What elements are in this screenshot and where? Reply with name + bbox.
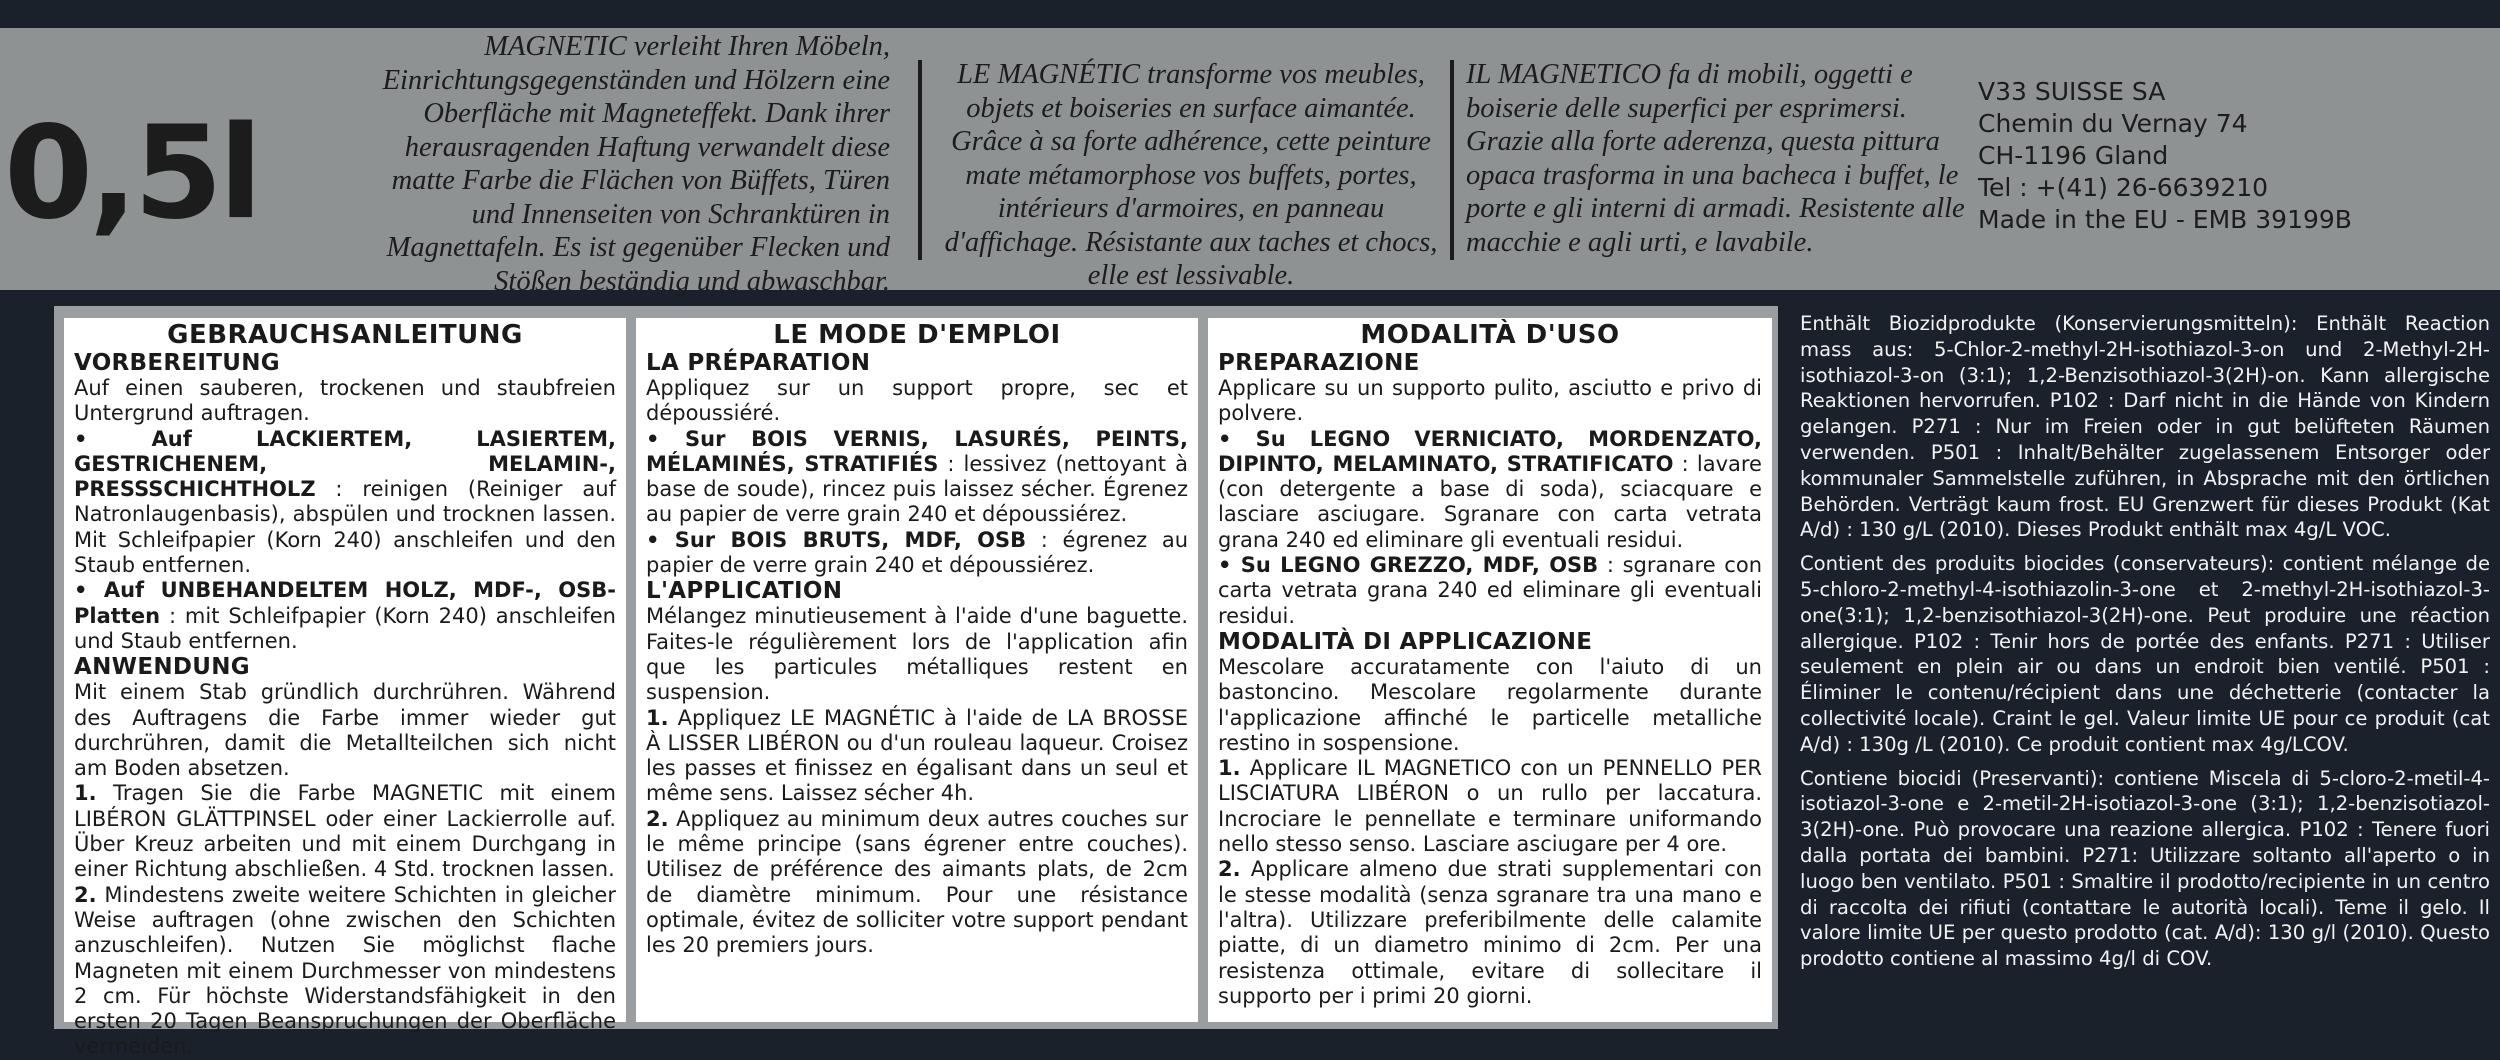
company-name: V33 SUISSE SA	[1978, 77, 2166, 106]
preparation-text: Appliquez sur un support propre, sec et dépoussiéré.	[646, 376, 1188, 426]
preparation-bullet-1: • Auf LACKIERTEM, LASIERTEM, GESTRICHENEM, MELAMIN-, PRESSSCHICHTHOLZ : reinigen (Reiniger auf Natronlaugenbasis), abspülen und trocknen lassen. Mit Schleifpapier (Korn 240) anschleifen und den Staub entfernen.	[74, 426, 616, 578]
preparation-bullet-1: • Sur BOIS VERNIS, LASURÉS, PEINTS, MÉLAMINÉS, STRATIFIÉS : lessivez (nettoyant à base de soude), rincez puis laissez sécher. Égrenez au papier de verre grain 240 et dépoussiérez.	[646, 426, 1188, 527]
company-address	[1978, 76, 2352, 236]
application-step-1: 1. Tragen Sie die Farbe MAGNETIC mit einem LIBÉRON GLÄTTPINSEL oder einer Lackierrolle auf. Über Kreuz arbeiten und mit einem Durchgang in einer Richtung abschließen. 4 Std. trocknen lassen.	[74, 781, 616, 882]
intro-text-italian: IL MAGNETICO fa di mobili, oggetti e boiserie delle superfici per esprimersi. Grazie alla forte aderenza, questa pittura opaca trasforma in una bacheca i buffet, le porte e gli interni di armadi. Resistente alle macchie e agli urti, e lavabile.	[1466, 59, 1965, 258]
section-heading-preparation: VORBEREITUNG	[74, 350, 280, 376]
preparation-bullet-2: • Su LEGNO GREZZO, MDF, OSB : sgranare con carta vetrata grana 240 ed eliminare gli eventuali residui.	[1218, 553, 1762, 628]
section-heading-preparation: LA PRÉPARATION	[646, 350, 871, 376]
application-step-2: 2. Mindestens zweite weitere Schichten in gleicher Weise auftragen (ohne zwischen den Schichten anzuschleifen). Nutzen Sie möglichst flache Magneten mit einem Durchmesser von mindestens 2 cm. Für höchste Widerstandsfähigkeit in den ersten 20 Tagen Beanspruchungen der Oberfläche vermeiden.	[74, 882, 616, 1059]
application-step-2: 2. Appliquez au minimum deux autres couches sur le même principe (sans égrener entre couches). Utilisez de préférence des aimants plats, de 2cm de diamètre minimum. Pour une résistance optimale, évitez de solliciter votre support pendant les 20 premiers jours.	[646, 806, 1188, 958]
company-phone: Tel : +(41) 26-6639210	[1978, 173, 2269, 202]
column-title: LE MODE D'EMPLOI	[773, 320, 1061, 350]
column-title: MODALITÀ D'USO	[1360, 320, 1620, 350]
company-city: CH-1196 Gland	[1978, 141, 2169, 170]
section-heading-preparation: PREPARAZIONE	[1218, 350, 1420, 376]
application-text: Mélangez minutieusement à l'aide d'une baguette. Faites-le régulièrement lors de l'application afin que les particules métalliques restent en suspension.	[646, 604, 1188, 705]
preparation-text: Applicare su un supporto pulito, asciutto e privo di polvere.	[1218, 376, 1762, 426]
preparation-bullet-1: • Su LEGNO VERNICIATO, MORDENZATO, DIPINTO, MELAMINATO, STRATIFICATO : lavare (con detergente a base di soda), sciacquare e lasciare asciugare. Sgranare con carta vetrata grana 240 ed eliminare gli eventuali residui.	[1218, 426, 1762, 552]
preparation-bullet-2: • Auf UNBEHANDELTEM HOLZ, MDF-, OSB-Platten : mit Schleifpapier (Korn 240) anschleifen und Staub entfernen.	[74, 578, 616, 653]
company-street: Chemin du Vernay 74	[1978, 109, 2248, 138]
preparation-text: Auf einen sauberen, trockenen und staubfreien Untergrund auftragen.	[74, 376, 616, 426]
safety-text-italian: Contiene biocidi (Preservanti): contiene Miscela di 5-cloro-2-metil-4-isotiazol-3-one e 2-metil-2H-isotiazol-3-one (3:1); 1,2-benzisotiazol-3(2H)-one. Può provocare una reazione allergica. P102 : Tenere fuori dalla portata dei bambini. P271: Utilizzare soltanto all'aperto o in luogo ben ventilato. P501 : Smaltire il prodotto/recipiente in un centro di raccolta dei rifiuti (contattare le autorità locali). Teme il gelo. Il valore limite UE per questo prodotto (cat. A/d): 130 g/l (2010). Questo prodotto contiene al massimo 4g/l di COV.	[1800, 766, 2490, 971]
preparation-bullet-2: • Sur BOIS BRUTS, MDF, OSB : égrenez au papier de verre grain 240 et dépoussiérez.	[646, 527, 1188, 578]
column-title: GEBRAUCHSANLEITUNG	[167, 320, 523, 350]
intro-divider-2	[1450, 60, 1454, 260]
section-heading-application: ANWENDUNG	[74, 654, 250, 681]
top-dark-band	[0, 0, 2500, 28]
safety-text-german: Enthält Biozidprodukte (Konservierungsmitteln): Enthält Reaction mass aus: 5-Chlor-2-methyl-2H-isothiazol-3-on und 2-Methyl-2H-isothiazol-3-on (3:1); 1,2-Benzisothiazol-3(2H)-on. Kann allergische Reaktionen hervorrufen. P102 : Darf nicht in die Hände von Kindern gelangen. P271 : Nur im Freien oder in gut belüfteten Räumen verwenden. P501 : Inhalt/Behälter zugelassenem Entsorger oder kommunaler Sammelstelle zuführen, in Absprache mit den örtlichen Behörden. Verträgt kaum frost. EU Grenzwert für dieses Produkt (Kat A/d) : 130 g/L (2010). Dieses Produkt enthält max 4g/L VOC.	[1800, 312, 2490, 542]
intro-divider-1	[918, 60, 922, 260]
application-step-1: 1. Appliquez LE MAGNÉTIC à l'aide de LA BROSSE À LISSER LIBÉRON ou d'un rouleau laqueur. Croisez les passes et finissez en égalisant dans un seul et même sens. Laissez sécher 4h.	[646, 705, 1188, 806]
application-step-1: 1. Applicare IL MAGNETICO con un PENNELLO PER LISCIATURA LIBÉRON o un rullo per laccatura. Incrociare le pennellate e terminare uniformando nello stesso senso. Lasciare asciugare per 4 ore.	[1218, 756, 1762, 857]
volume-label: 0,5l	[4, 99, 259, 248]
instructions-italian	[1208, 318, 1772, 1022]
instructions-french	[636, 318, 1198, 1022]
safety-text-french: Contient des produits biocides (conservateurs): contient mélange de 5-chloro-2-methyl-4-isothiazolin-3-one et 2-methyl-2H-isothiazol-3-one(3:1); 1,2-benzisothiazol-3(2H)-one. Peut produire une réaction allergique. P102 : Tenir hors de portée des enfants. P271 : Utiliser seulement en plein air ou dans un endroit bien ventilé. P501 : Éliminer le contenu/récipient dans une déchetterie (contacter la collectivité locale). Craint le gel. Valeur limite UE pour ce produit (cat A/d) : 130g /L (2010). Ce produit contient max 4g/LCOV.	[1800, 552, 2490, 756]
application-text: Mit einem Stab gründlich durchrühren. Während des Auftragens die Farbe immer wieder gut durchrühren, damit die Metallteilchen sich nicht am Boden absetzen.	[74, 680, 616, 781]
application-step-2: 2. Applicare almeno due strati supplementari con le stesse modalità (senza sgranare tra una mano e l'altra). Utilizzare preferibilmente delle calamite piatte, di un diametro minimo di 2cm. Per una resistenza ottimale, evitare di sollecitare il supporto per i primi 20 giorni.	[1218, 857, 1762, 1008]
intro-text-german: MAGNETIC verleiht Ihren Möbeln, Einrichtungsgegenständen und Hölzern eine Oberfläche mit Magneteffekt. Dank ihrer herausragenden Haftung verwandelt diese matte Farbe die Flächen von Büffets, Türen und Innenseiten von Schranktüren in Magnettafeln. Es ist gegenüber Flecken und Stößen beständig und abwaschbar.	[382, 31, 890, 297]
company-origin: Made in the EU - EMB 39199B	[1978, 205, 2352, 234]
application-text: Mescolare accuratamente con l'aiuto di un bastoncino. Mescolare regolarmente durante l'applicazione affinché le particelle metalliche restino in sospensione.	[1218, 654, 1762, 755]
safety-information	[1800, 311, 2490, 980]
section-heading-application: L'APPLICATION	[646, 578, 843, 605]
intro-text-french: LE MAGNÉTIC transforme vos meubles, objets et boiseries en surface aimantée. Grâce à sa forte adhérence, cette peinture mate métamorphose vos buffets, portes, intérieurs d'armoires, en panneau d'affichage. Résistante aux taches et chocs, elle est lessivable.	[944, 59, 1438, 291]
section-heading-application: MODALITÀ DI APPLICAZIONE	[1218, 628, 1593, 655]
instructions-german	[64, 318, 626, 1059]
